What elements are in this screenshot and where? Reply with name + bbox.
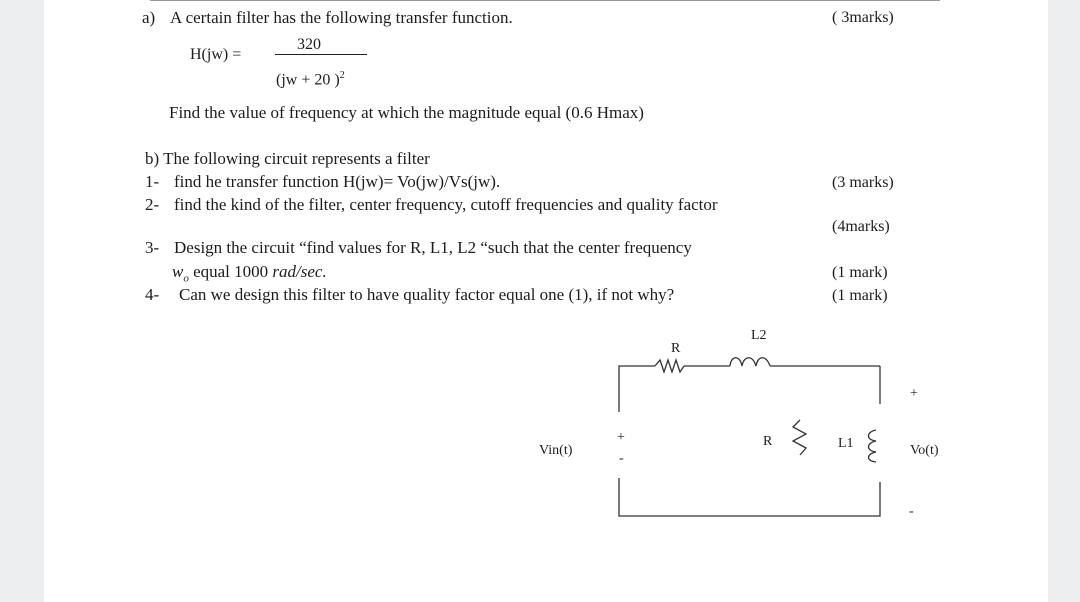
item-4-number: 4- [145,285,160,304]
item-1-marks: (3 marks) [832,174,894,191]
part-a-marks: ( 3marks) [832,9,894,26]
transfer-function-numerator: 320 [297,36,321,53]
part-a-find-text: Find the value of frequency at which the magnitude equal (0.6 Hmax) [169,103,644,122]
transfer-function-denominator: (jw + 20 )$^2$ [276,70,345,89]
series-resistor-label: R [671,341,681,356]
bottom-wire [619,478,880,516]
series-inductor-symbol [730,358,770,366]
part-a-label: a) [142,8,156,27]
shunt-inductor-label: L1 [838,436,854,451]
part-b-intro: b) The following circuit represents a filter [145,149,430,168]
item-4-text: Can we design this filter to have quality factor equal one (1), if not why? [179,285,675,304]
part-a-question: A certain filter has the following transfer function. [170,8,513,27]
item-3-continuation: $w_o$ equal 1000 rad/sec. [172,262,327,285]
item-2-marks: (4marks) [832,218,890,235]
series-resistor-symbol [655,360,684,372]
item-3-number: 3- [145,238,160,257]
input-voltage-label: Vin(t) [539,443,573,458]
item-2-number: 2- [145,195,160,214]
output-plus-sign: + [910,386,918,401]
input-plus-sign: + [617,430,625,445]
shunt-resistor-symbol [793,420,806,455]
output-voltage-label: Vo(t) [910,443,939,458]
input-minus-sign: - [619,451,624,466]
series-inductor-label: L2 [751,328,767,343]
shunt-inductor-symbol [869,430,877,462]
input-top-wire [619,366,655,412]
transfer-function-lhs: H(jw) = [190,46,242,63]
output-minus-sign: - [909,504,914,519]
item-4-marks: (1 mark) [832,287,888,304]
item-2-text: find the kind of the filter, center frequency, cutoff frequencies and quality factor [174,195,718,214]
item-1-text: find he transfer function H(jw)= Vo(jw)/Vs(jw). [174,172,501,191]
denominator-exponent: 2 [339,70,345,81]
shunt-resistor-label: R [763,434,773,449]
item-3-marks: (1 mark) [832,264,888,281]
item-1-number: 1- [145,172,160,191]
item-3-text: Design the circuit “find values for R, L1, L2 “such that the center frequency [174,238,692,257]
